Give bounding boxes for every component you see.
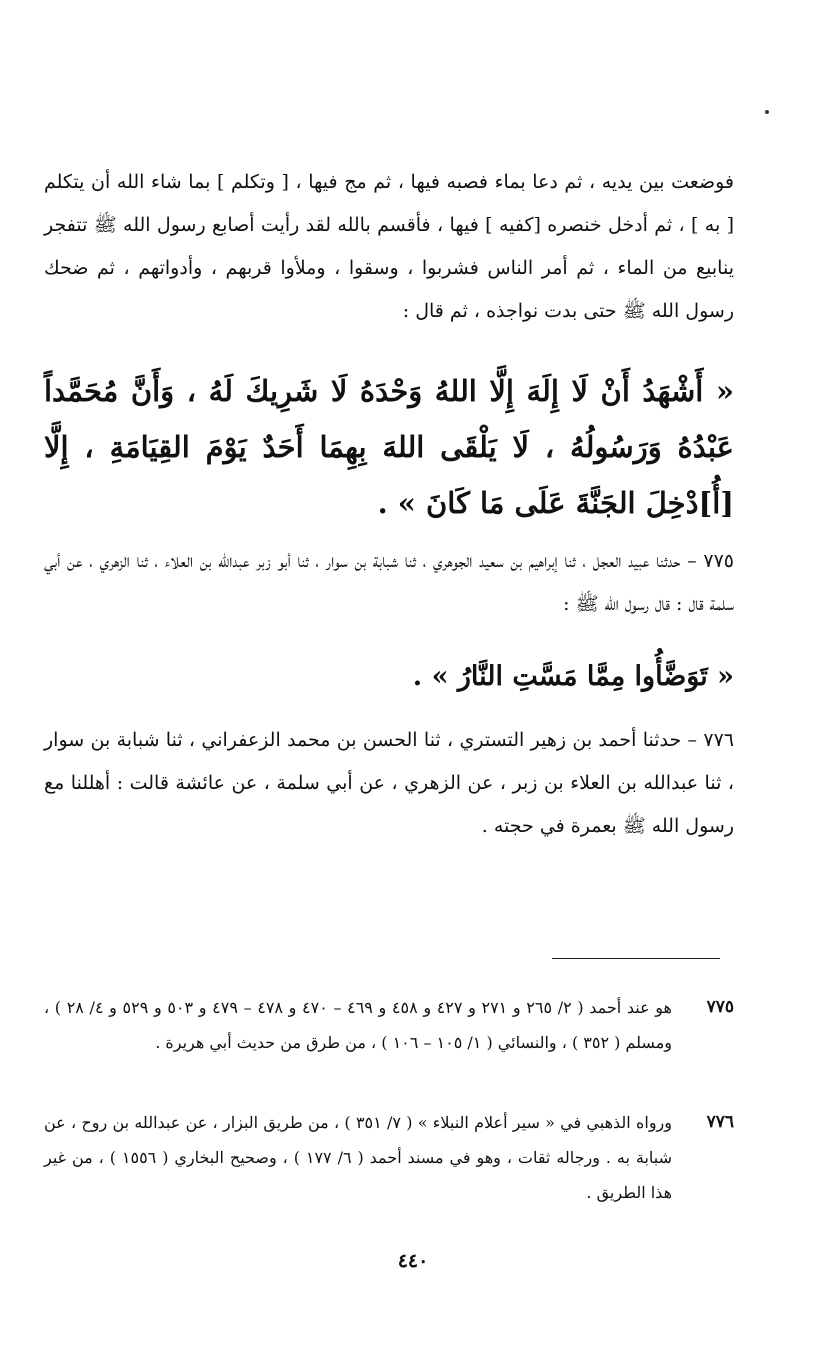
hadith-quote: « أَشْهَدُ أَنْ لَا إِلَهَ إِلَّا اللهُ وَحْدَهُ لَا شَرِيكَ لَهُ ، وَأَنَّ مُحَمَّداً عَبْدُهُ وَرَسُولُهُ ، لَا يَلْقَى اللهَ بِهِمَا أَحَدٌ يَوْمَ القِيَامَةِ ، إِلَّا [أُ]دْخِلَ الجَنَّةَ عَلَى مَا كَانَ » . — [44, 374, 735, 520]
scan-speck — [765, 110, 769, 114]
page-number: ٤٤٠ — [397, 1250, 429, 1272]
intro-paragraph: فوضعت بين يديه ، ثم دعا بماء فصبه فيها ، ثم مج فيها ، [ وتكلم ] بما شاء الله أن يتكلم [ به ] ، ثم أدخل خنصره [كفيه ] فيها ، فأقسم بالله لقد رأيت أصابع رسول الله ﷺ تتفجر ينابيع من الماء ، ثم أمر الناس فشربوا ، وسقوا ، وملأوا قربهم ، وأدواتهم ، ثم ضحك رسول الله ﷺ حتى بدت نواجذه ، ثم قال : — [44, 171, 734, 322]
footnote-text: هو عند أحمد ( ٢/ ٢٦٥ و ٢٧١ و ٤٢٧ و ٤٥٨ و ٤٦٩ – ٤٧٠ و ٤٧٨ – ٤٧٩ و ٥٠٣ و ٥٢٩ و ٤/ ٢٨ ) ، ومسلم ( ٣٥٢ ) ، والنسائي ( ١/ ١٠٥ – ١٠٦ ) ، من طرق من حديث أبي هريرة . — [44, 998, 672, 1052]
footnote-776 — [44, 1105, 734, 1210]
footnote-775 — [44, 990, 734, 1060]
hadith-775-quote: « تَوَضَّأُوا مِمَّا مَسَّتِ النَّارُ » . — [412, 661, 734, 692]
isnad-776-paragraph: ٧٧٦ – حدثنا أحمد بن زهير التستري ، ثنا الحسن بن محمد الزعفراني ، ثنا شبابة بن سوار ، ثنا عبدالله بن العلاء بن زبر ، عن الزهري ، عن أبي سلمة ، عن عائشة قالت : أهللنا مع رسول الله ﷺ بعمرة في حجته . — [44, 729, 734, 837]
footnote-divider — [552, 958, 720, 959]
isnad-775-paragraph: ٧٧٥ – حدثنا عبيد العجل ، ثنا إبراهيم بن سعيد الجوهري ، ثنا شبابة بن سوار ، ثنا أبو زبر عبدالله بن العلاء ، ثنا الزهري ، عن أبي سلمة قال : قال رسول الله ﷺ : — [44, 550, 734, 615]
footnote-number: ٧٧٦ — [706, 1112, 734, 1132]
footnote-text: ورواه الذهبي في « سير أعلام النبلاء » ( ٧/ ٣٥١ ) ، من طريق البزار ، عن عبدالله بن روح ، عن شبابة به . ورجاله ثقات ، وهو في مسند أحمد ( ٦/ ١٧٧ ) ، وصحيح البخاري ( ١٥٥٦ ) ، من غير هذا الطريق . — [44, 1113, 673, 1202]
footnote-number: ٧٧٥ — [706, 997, 734, 1017]
